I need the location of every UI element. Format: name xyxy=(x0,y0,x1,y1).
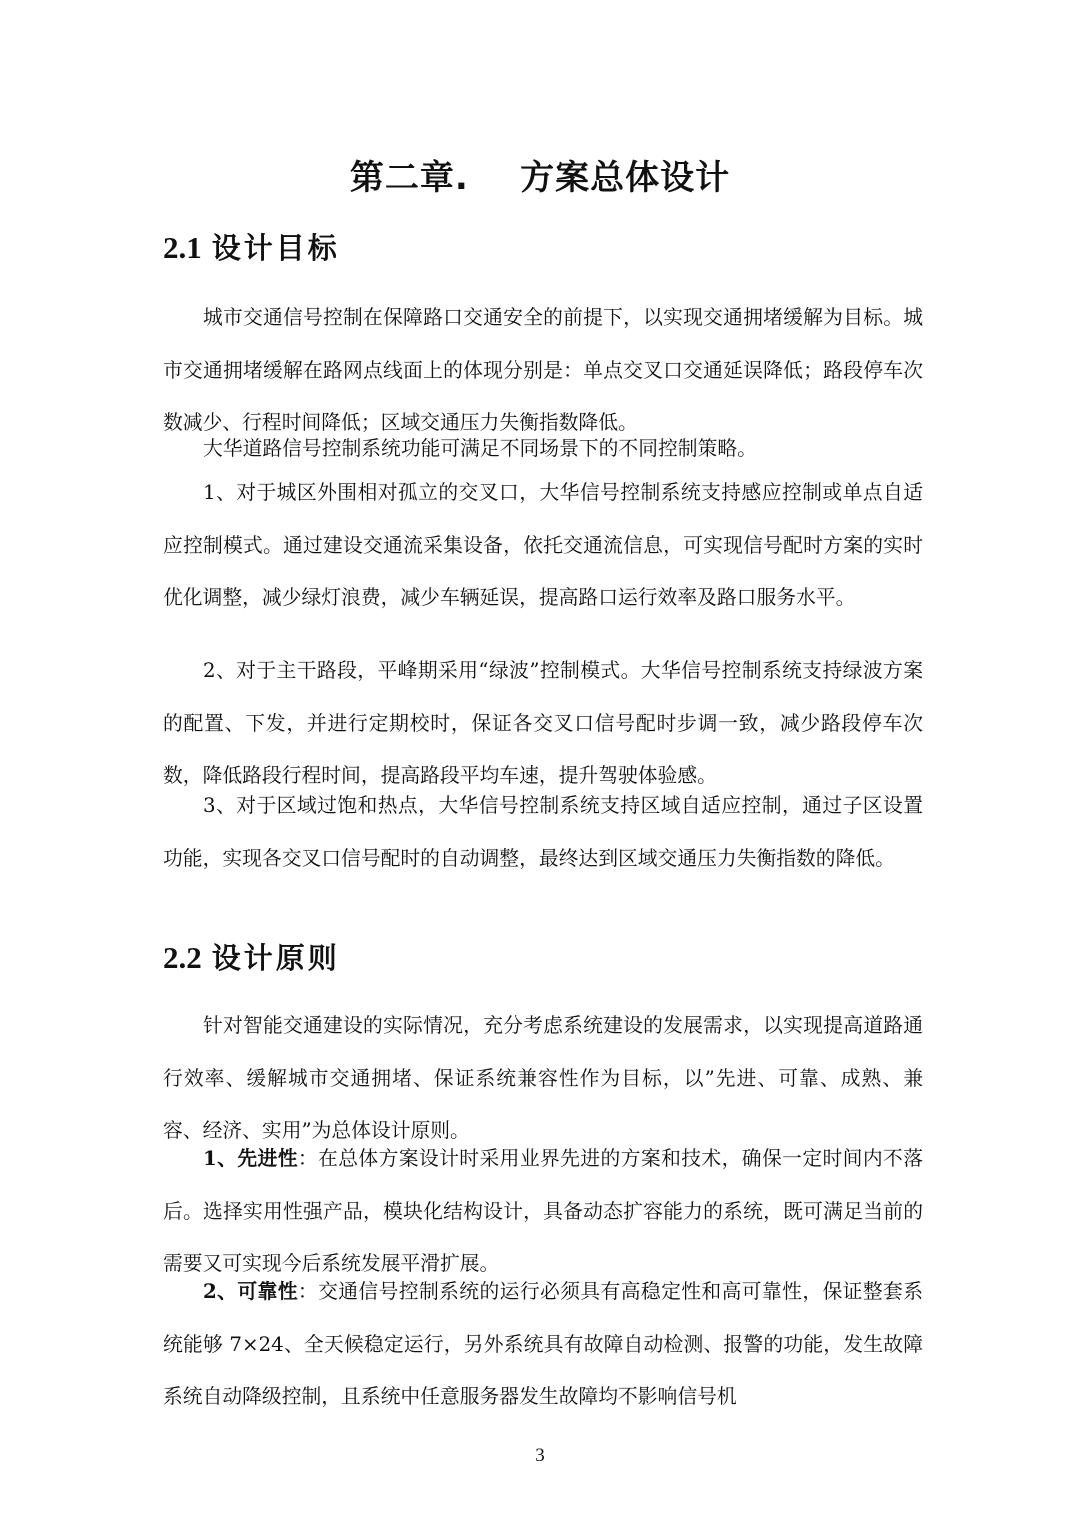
principle-item xyxy=(163,1265,923,1424)
section-heading-2-2 xyxy=(163,936,340,977)
principle-separator: ： xyxy=(297,1280,319,1303)
principle-text: 交通信号控制系统的运行必须具有高稳定性和高可靠性，保证整套系统能够 7×24、全天候稳定运行，另外系统具有故障自动检测、报警的功能，发生故障系统自动降级控制，且系统中任意服务器发生故障均不影响信号机 xyxy=(163,1280,923,1408)
principle-separator: ： xyxy=(297,1147,319,1170)
principle-label: 2、可靠性 xyxy=(203,1279,298,1303)
paragraph: 1、对于城区外围相对孤立的交叉口，大华信号控制系统支持感应控制或单点自适应控制模式。通过建设交通流采集设备，依托交通流信息，可实现信号配时方案的实时优化调整，减少绿灯浪费，减少车辆延误，提高路口运行效率及路口服务水平。 xyxy=(163,481,923,609)
paragraph: 3、对于区域过饱和热点，大华信号控制系统支持区域自适应控制，通过子区设置功能，实现各交叉口信号配时的自动调整，最终达到区域交通压力失衡指数的降低。 xyxy=(163,794,923,870)
principle-label: 1、先进性 xyxy=(203,1146,298,1170)
principle-text: 在总体方案设计时采用业界先进的方案和技术，确保一定时间内不落后。选择实用性强产品，模块化结构设计，具备动态扩容能力的系统，既可满足当前的需要又可实现今后系统发展平滑扩展。 xyxy=(163,1147,923,1275)
section-title: 设计原则 xyxy=(211,941,340,975)
section-title: 设计目标 xyxy=(211,231,340,265)
section-number: 2.2 xyxy=(163,940,202,975)
paragraph: 2、对于主干路段，平峰期采用“绿波”控制模式。大华信号控制系统支持绿波方案的配置、下发，并进行定期校时，保证各交叉口信号配时步调一致，减少路段停车次数，降低路段行程时间，提高路段平均车速，提升驾驶体验感。 xyxy=(163,659,923,787)
page-number: 3 xyxy=(535,1445,545,1466)
paragraph: 大华道路信号控制系统功能可满足不同场景下的不同控制策略。 xyxy=(203,437,757,460)
section-heading-2-1 xyxy=(163,226,340,267)
paragraph: 针对智能交通建设的实际情况，充分考虑系统建设的发展需求，以实现提高道路通行效率、缓解城市交通拥堵、保证系统兼容性作为目标，以”先进、可靠、成熟、兼容、经济、实用”为总体设计原则。 xyxy=(163,1014,923,1142)
paragraph: 城市交通信号控制在保障路口交通安全的前提下，以实现交通拥堵缓解为目标。城市交通拥堵缓解在路网点线面上的体现分别是：单点交叉口交通延误降低；路段停车次数减少、行程时间降低；区域交通压力失衡指数降低。 xyxy=(163,306,923,434)
section-number: 2.1 xyxy=(163,230,202,265)
chapter-title: 第二章. 方案总体设计 xyxy=(349,158,731,198)
